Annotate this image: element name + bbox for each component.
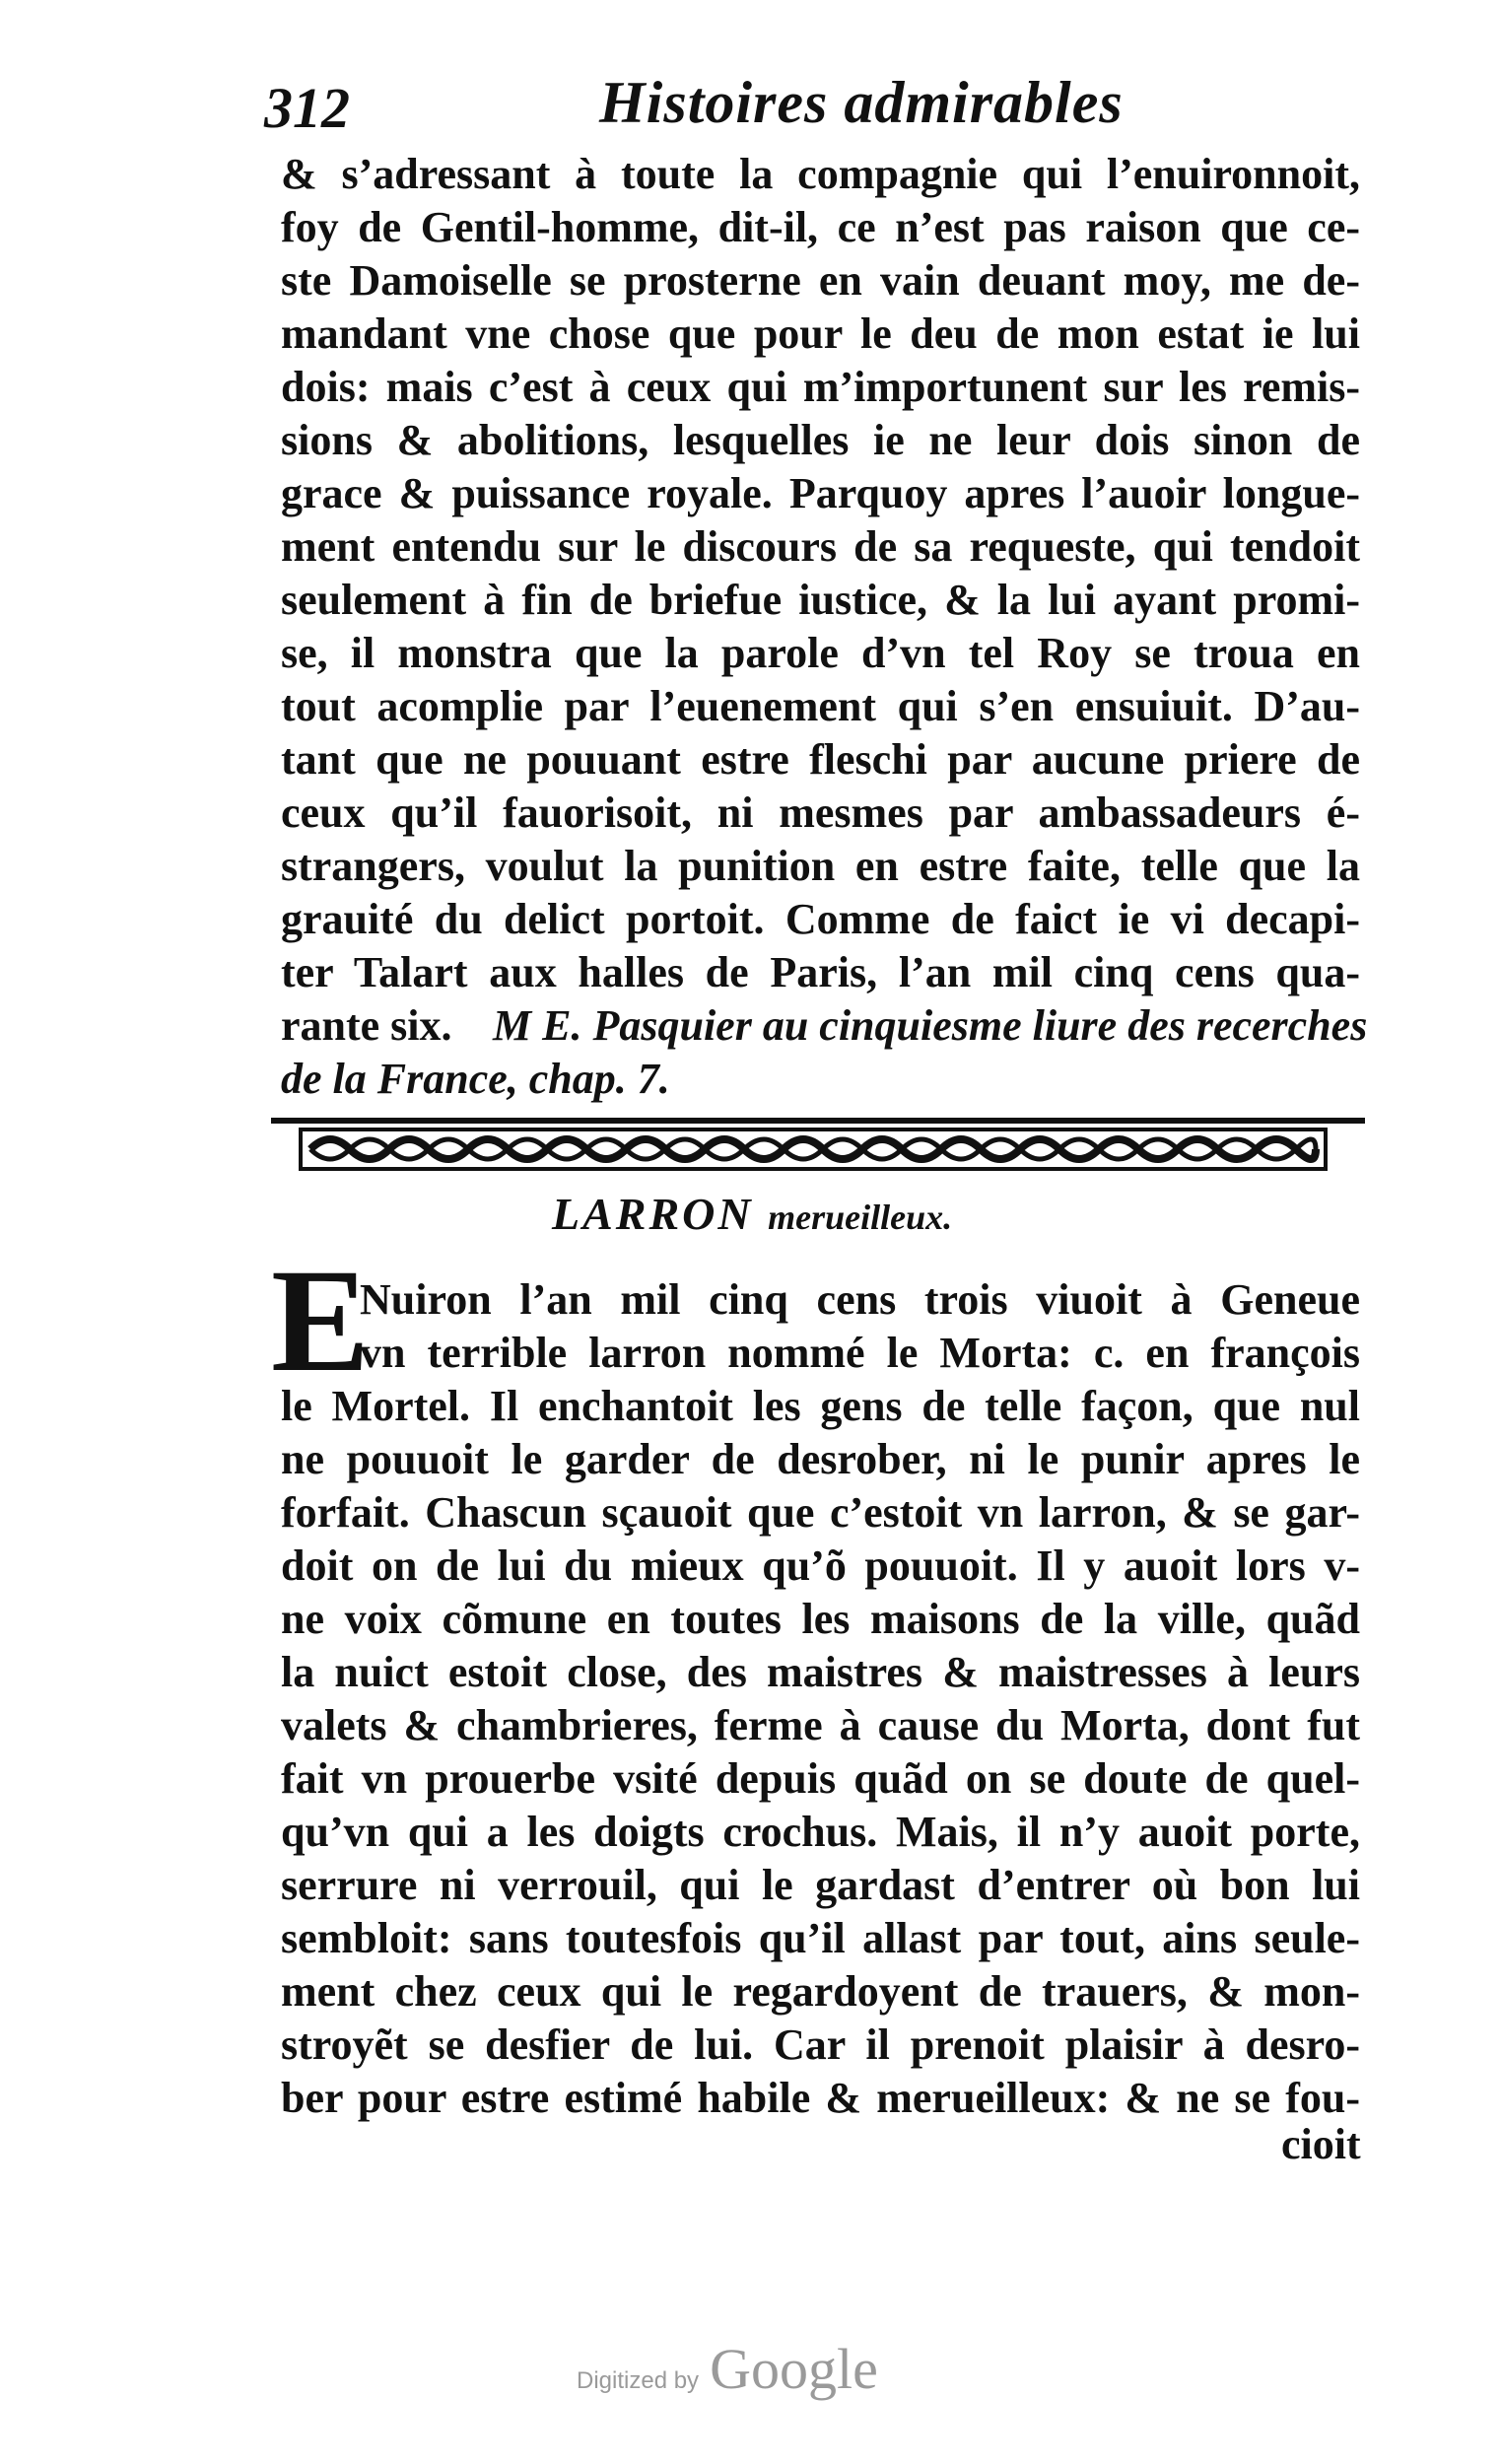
text-line: ter Talart aux halles de Paris, l’an mil cinq cens qua-: [281, 948, 1360, 996]
text-line: ne pouuoit le garder de desrober, ni le punir apres le: [281, 1435, 1360, 1483]
text-line: ment chez ceux qui le regardoyent de trauers, & mon-: [281, 1967, 1360, 2016]
text-line: ber pour estre estimé habile & merueilleux: & ne se fou-: [281, 2074, 1360, 2122]
text-line: & s’adressant à toute la compagnie qui l’enuironnoit,: [281, 150, 1360, 198]
ornamental-divider: [271, 1112, 1365, 1181]
digitization-watermark: [577, 2336, 951, 2405]
text-line: seulement à fin de briefue iustice, & la lui ayant promi-: [281, 576, 1360, 624]
text-line: valets & chambrieres, ferme à cause du Morta, dont fut: [281, 1701, 1360, 1749]
text-line: tant que ne pouuant estre fleschi par aucune priere de: [281, 735, 1360, 784]
watermark-brand: Google: [710, 2337, 878, 2401]
text-line: grace & puissance royale. Parquoy apres l’auoir longue-: [281, 469, 1360, 517]
citation-continued: de la France, chap. 7.: [281, 1055, 670, 1103]
text-line: tout acomplie par l’euenement qui s’en ensuiuit. D’au-: [281, 682, 1360, 730]
text-line: forfait. Chascun sçauoit que c’estoit vn larron, & se gar-: [281, 1488, 1360, 1537]
text-line: grauité du delict portoit. Comme de faict ie vi decapi-: [281, 895, 1360, 943]
text-line: le Mortel. Il enchantoit les gens de telle façon, que nul: [281, 1382, 1360, 1430]
text-line: stroyẽt se desfier de lui. Car il prenoit plaisir à desro-: [281, 2020, 1360, 2069]
text-line: doit on de lui du mieux qu’õ pouuoit. Il y auoit lors v-: [281, 1541, 1360, 1590]
text-line: dois: mais c’est à ceux qui m’importunent sur les remis-: [281, 363, 1360, 411]
running-head: Histoires admirables: [599, 70, 1124, 135]
text-line: la nuict estoit close, des maistres & maistresses à leurs: [281, 1648, 1360, 1696]
text-line: strangers, voulut la punition en estre faite, telle que la: [281, 842, 1360, 890]
text-line: ste Damoiselle se prosterne en vain deuant moy, me de-: [281, 256, 1360, 305]
text-line: vn terrible larron nommé le Morta: c. en françois: [360, 1329, 1360, 1377]
text-line: ceux qu’il fauorisoit, ni mesmes par ambassadeurs é-: [281, 788, 1360, 837]
text-line: foy de Gentil-homme, dit-il, ce n’est pas raison que ce-: [281, 203, 1360, 251]
text-line: sembloit: sans toutesfois qu’il allast par tout, ains seule-: [281, 1914, 1360, 1962]
text-line: ne voix cõmune en toutes les maisons de la ville, quãd: [281, 1595, 1360, 1643]
section-title: [552, 1188, 1242, 1247]
page-number: 312: [264, 76, 350, 140]
citation: M E. Pasquier au cinquiesme liure des recerches: [493, 1001, 1368, 1050]
text-line: serrure ni verrouil, qui le gardast d’entrer où bon lui: [281, 1861, 1360, 1909]
watermark-prefix: Digitized by: [577, 2367, 700, 2394]
drop-cap: E: [271, 1239, 371, 1403]
text-line: sions & abolitions, lesquelles ie ne leur dois sinon de: [281, 416, 1360, 464]
text-line: mandant vne chose que pour le deu de mon estat ie lui: [281, 309, 1360, 358]
section-title-sub: merueilleux.: [768, 1198, 953, 1237]
text-line: ment entendu sur le discours de sa requeste, qui tendoit: [281, 522, 1360, 571]
text-line: qu’vn qui a les doigts crochus. Mais, il n’y auoit porte,: [281, 1808, 1360, 1856]
text-line: rante six.: [281, 1001, 452, 1050]
text-line: Nuiron l’an mil cinq cens trois viuoit à Geneue: [360, 1275, 1360, 1324]
catchword: cioit: [1281, 2120, 1361, 2168]
text-line: se, il monstra que la parole d’vn tel Roy se troua en: [281, 629, 1360, 677]
text-line: fait vn prouerbe vsité depuis quãd on se doute de quel-: [281, 1754, 1360, 1803]
section-title-main: LARRON: [552, 1189, 754, 1239]
page-header: [264, 69, 1358, 148]
